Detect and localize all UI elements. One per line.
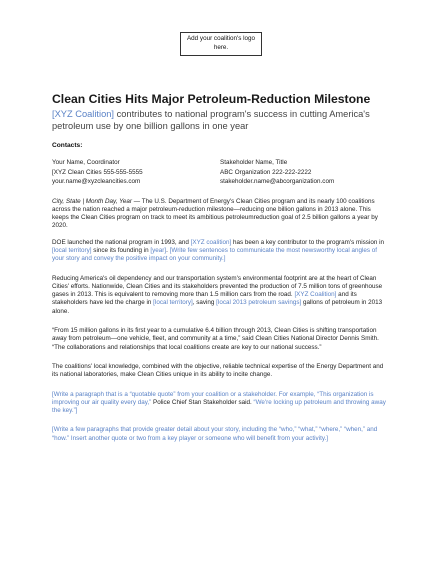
placeholder-span: [local territory] (52, 246, 92, 254)
contact-right-name: Stakeholder Name, Title (220, 159, 288, 166)
contact-right-email: stakeholder.name@abcorganization.com (220, 178, 335, 185)
contact-left-name: Your Name, Coordinator (52, 159, 120, 166)
paragraph-quotable (52, 391, 388, 416)
text-span: DOE launched the national program in 1993, and (52, 238, 191, 246)
subheadline-text: contributes to national program's success in cutting America's petroleum use by one billion gallons in one year (52, 109, 370, 131)
paragraph-coalitions: The coalitions' local knowledge, combined with the objective, reliable technical expertise of the Energy Department and its national laboratories, make Clean Cities unique in its ability to incite change. (52, 362, 384, 379)
text-span: since its founding in (91, 246, 151, 254)
text-span: , saving (192, 299, 217, 307)
placeholder-span: [local territory] (153, 299, 193, 307)
dateline: City, State | Month Day, Year (52, 197, 133, 205)
placeholder-span: [local 2013 petroleum savings] (216, 299, 302, 307)
text-span: and its stakeholders have led the charge in (52, 291, 357, 307)
contact-right-org: ABC Organization 222-222-2222 (220, 168, 312, 176)
text-span: . (166, 246, 170, 254)
placeholder-span: [XYZ Coalition] (294, 291, 337, 299)
placeholder-span: [year] (150, 246, 167, 254)
contact-left-email: your.name@xyzcleancities.com (52, 178, 141, 185)
contacts-heading: Contacts: (52, 142, 83, 149)
placeholder-span: [XYZ coalition] (190, 238, 232, 246)
placeholder-span: “We're locking up petroleum and throwing away the key.”] (52, 398, 386, 415)
contact-left-org: [XYZ Clean Cities 555-555-5555 (52, 168, 143, 176)
subheadline-placeholder: [XYZ Coalition] (52, 109, 115, 119)
text-span: gallons of petroleum in 2013 alone. (52, 299, 383, 315)
text-span: Reducing America's oil dependency and our transportation system's environmental footprint are at the heart of Clean Cities' efforts. Nationwide, Clean Cities and its stakeholders prevented the production of 7.5 million tons of greenhouse gases in 2013. This is equivalent to removing more than 1.5 million cars from the road. (52, 274, 383, 299)
contacts-block (52, 158, 388, 187)
contact-right (220, 158, 388, 187)
paragraph-intro-text: — The U.S. Department of Energy's Clean Cities program and its nearly 100 coalitions across the nation reached a major petroleum-reduction milestone—reducing one billion gallons in 2013 alone. This keeps the Clean Cities program on track to meet its ambitious petroleumreduction goal of 2.5 billion gallons a year by 2020. (52, 197, 378, 230)
paragraph-intro (52, 198, 388, 231)
text-span: Police Chief Stan Stakeholder said. (151, 398, 254, 406)
placeholder-span: [Write a paragraph that is a “quotable quote” from your coalition or a stakeholder. For example, “This organization is improving our air quality every day,” (52, 390, 374, 406)
press-release-body (52, 92, 388, 443)
logo-placeholder-box (180, 32, 262, 56)
headline: Clean Cities Hits Major Petroleum-Reduction Milestone (52, 92, 371, 106)
logo-placeholder-line2: here. (213, 43, 229, 51)
paragraph-details-placeholder: [Write a few paragraphs that provide greater detail about your story, including the “who,” “what,” “where,” “when,” and “how.” Insert another quote or two from a key player or someone who will benefit from your activity.] (52, 426, 378, 442)
placeholder-span: [Write few sentences to communicate the most newsworthy local angles of your story and convey the positive impact on your community.] (52, 246, 378, 263)
text-span: has been a key contributor to the program's mission in (231, 238, 384, 246)
subheadline (52, 109, 388, 132)
paragraph-quote: “From 15 million gallons in its first year to a cumulative 6.4 billion through 2013, Clean Cities is shifting transportation away from petroleum—one vehicle, fleet, and community at a time,” said Clean Cities National Director Dennis Smith. “The collaborations and relationships that local coalitions create are key to our national success.” (52, 327, 379, 351)
paragraph-impact (52, 275, 388, 316)
contact-left (52, 158, 220, 187)
paragraph-launch (52, 239, 388, 264)
logo-placeholder-line1: Add your coalition's logo (186, 35, 256, 42)
